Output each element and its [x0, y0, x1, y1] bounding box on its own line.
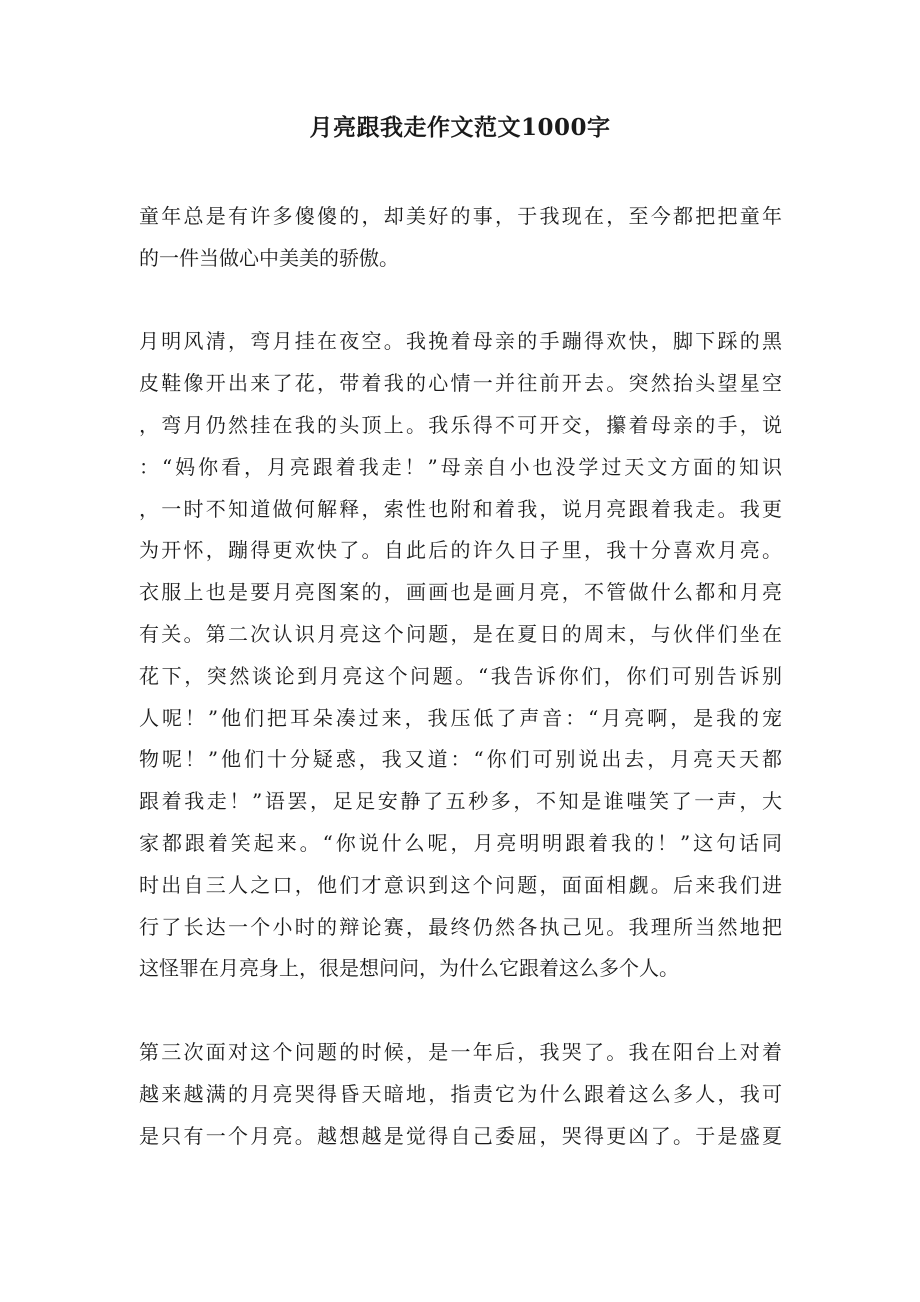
text-line: 越来越满的月亮哭得昏天暗地，指责它为什么跟着这么多人，我可 [139, 1081, 782, 1106]
text-line: 这怪罪在月亮身上，很是想问问，为什么它跟着这么多个人。 [139, 956, 679, 981]
text-line: 的一件当做心中美美的骄傲。 [139, 245, 399, 270]
text-line: 皮鞋像开出来了花，带着我的心情一并往前开去。突然抬头望星空 [139, 371, 782, 396]
paragraph-gap [139, 990, 782, 1032]
document-title: 月亮跟我走作文范文1000字 [309, 114, 611, 141]
paragraph-1 [139, 196, 782, 280]
paragraph-2 [139, 321, 782, 990]
paragraph-gap [139, 280, 782, 322]
text-line: 跟着我走！”语罢，足足安静了五秒多，不知是谁嗤笑了一声，大 [139, 789, 782, 814]
text-line: 行了长达一个小时的辩论赛，最终仍然各执己见。我理所当然地把 [139, 914, 782, 939]
text-line: 人呢！”他们把耳朵凑过来，我压低了声音：“月亮啊，是我的宠 [139, 705, 782, 730]
text-line: ：“妈你看，月亮跟着我走！”母亲自小也没学过天文方面的知识 [139, 454, 782, 479]
text-line: ，一时不知道做何解释，索性也附和着我，说月亮跟着我走。我更 [139, 496, 782, 521]
text-line: 花下，突然谈论到月亮这个问题。“我告诉你们，你们可别告诉别 [139, 663, 782, 688]
text-line: ，弯月仍然挂在我的头顶上。我乐得不可开交，攥着母亲的手，说 [139, 412, 782, 437]
document-body [139, 196, 782, 1157]
text-line: 物呢！”他们十分疑惑，我又道：“你们可别说出去，月亮天天都 [139, 747, 782, 772]
text-line: 为开怀，蹦得更欢快了。自此后的许久日子里，我十分喜欢月亮。 [139, 538, 782, 563]
paragraph-3 [139, 1032, 782, 1157]
text-line: 时出自三人之口，他们才意识到这个问题，面面相觑。后来我们进 [139, 872, 782, 897]
text-line: 家都跟着笑起来。“你说什么呢，月亮明明跟着我的！”这句话同 [139, 830, 782, 855]
text-line: 衣服上也是要月亮图案的，画画也是画月亮，不管做什么都和月亮 [139, 580, 782, 605]
text-line: 童年总是有许多傻傻的，却美好的事，于我现在，至今都把把童年 [139, 204, 782, 228]
text-line: 有关。第二次认识月亮这个问题，是在夏日的周末，与伙伴们坐在 [139, 621, 782, 646]
text-line: 月明风清，弯月挂在夜空。我挽着母亲的手蹦得欢快，脚下踩的黑 [139, 329, 782, 354]
text-line: 是只有一个月亮。越想越是觉得自己委屈，哭得更凶了。于是盛夏 [139, 1123, 782, 1148]
text-line: 第三次面对这个问题的时候，是一年后，我哭了。我在阳台上对着 [139, 1039, 782, 1064]
